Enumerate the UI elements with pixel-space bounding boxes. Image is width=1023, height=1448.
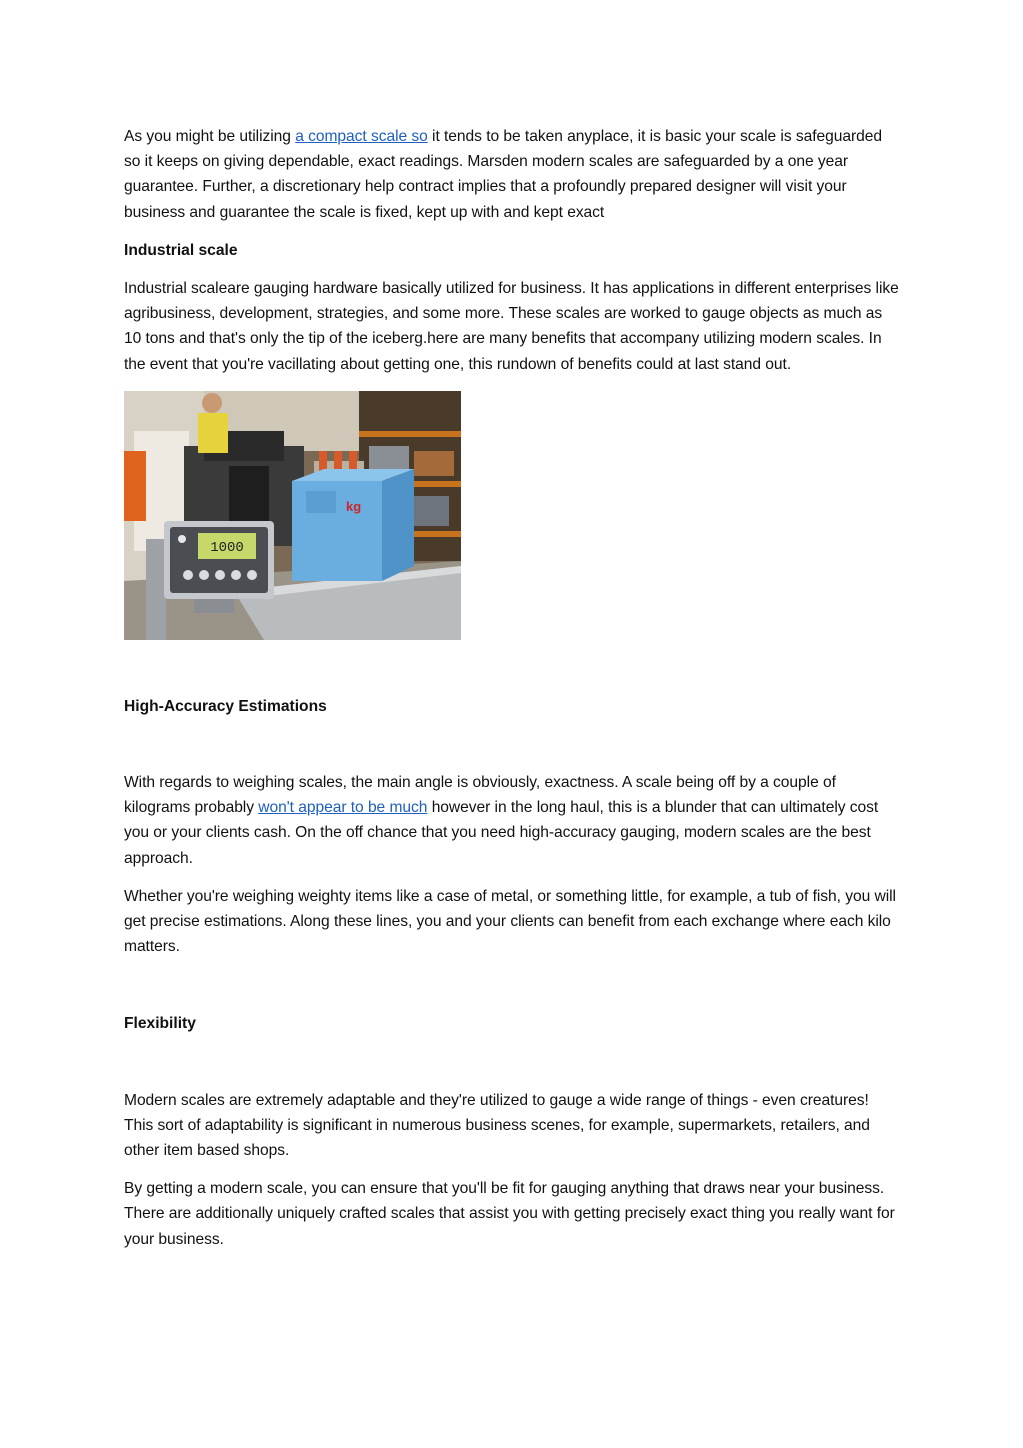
high-accuracy-text-after: however in the long haul, this is a blunder that can ultimately cost you or your clients cash. On the off chance that you need high-accuracy gauging, modern scales are the best approach. xyxy=(124,799,879,867)
intro-text-before: As you might be utilizing xyxy=(124,128,296,145)
industrial-scale-heading: Industrial scale xyxy=(124,241,238,259)
scale-display-reading: 1000 xyxy=(210,539,244,556)
high-accuracy-paragraph-1 xyxy=(124,770,900,871)
flexibility-paragraph-2: By getting a modern scale, you can ensure that you'll be fit for gauging anything that draws near your business. There are additionally uniquely crafted scales that assist you with getting precisely exact thing you really want for your business. xyxy=(124,1180,895,1248)
industrial-scale-photo xyxy=(124,391,461,640)
high-accuracy-heading: High-Accuracy Estimations xyxy=(124,697,327,715)
compact-scale-link[interactable]: a compact scale so xyxy=(295,128,428,145)
flexibility-heading: Flexibility xyxy=(124,1015,196,1033)
wont-appear-link[interactable]: won't appear to be much xyxy=(258,799,428,817)
high-accuracy-paragraph-2: Whether you're weighing weighty items like a case of metal, or something little, for example, a tub of fish, you will get precise estimations. Along these lines, you and your clients can benefit from each exchange where each kilo matters. xyxy=(124,887,896,956)
document-page xyxy=(124,124,900,1252)
high-accuracy-text-before: With regards to weighing scales, the main angle is obviously, exactness. A scale being off by a couple of kilograms probably xyxy=(124,774,836,817)
intro-paragraph xyxy=(124,124,900,225)
intro-text-after: it tends to be taken anyplace, it is basic your scale is safeguarded so it keeps on giving dependable, exact readings. Marsden modern scales are safeguarded by a one year guarantee. Further, a discretionary help contract implies that a profoundly prepared designer will visit your business and guarantee the scale is fixed, kept up with and kept exact xyxy=(124,128,882,221)
box-label-text: kg xyxy=(346,498,362,514)
industrial-scale-paragraph: Industrial scaleare gauging hardware basically utilized for business. It has applications in different enterprises like agribusiness, development, strategies, and some more. These scales are worked to gauge objects as much as 10 tons and that's only the tip of the iceberg.here are many benefits that accompany utilizing modern scales. In the event that you're vacillating about getting one, this rundown of benefits could at last stand out. xyxy=(124,280,899,373)
flexibility-paragraph-1: Modern scales are extremely adaptable and they're utilized to gauge a wide range of things - even creatures! This sort of adaptability is significant in numerous business scenes, for example, supermarkets, retailers, and other item based shops. xyxy=(124,1091,870,1160)
scale-photo-image xyxy=(124,391,461,640)
